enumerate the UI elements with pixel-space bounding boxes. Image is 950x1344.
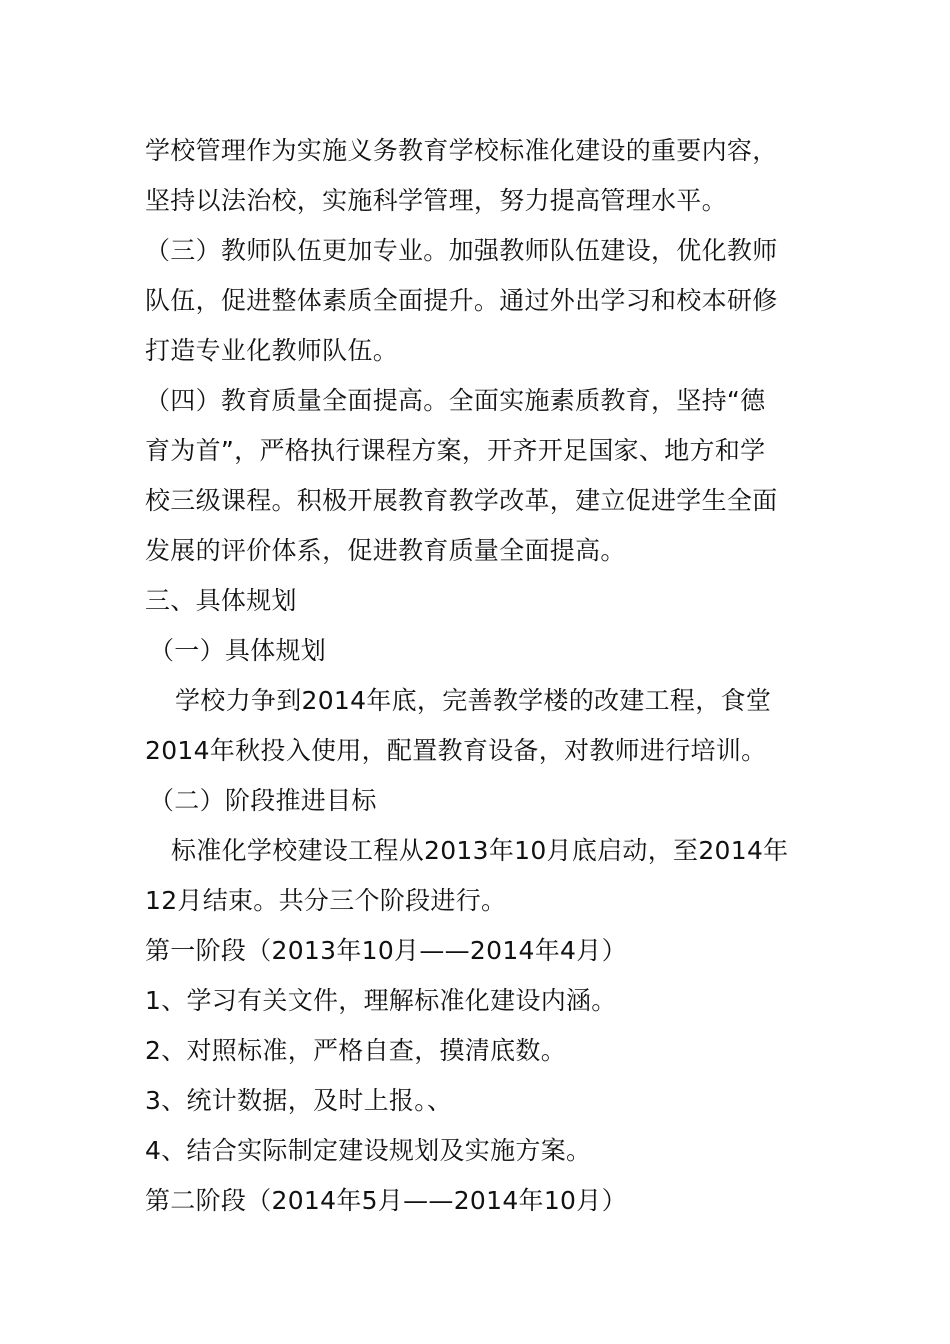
stage-heading: 第一阶段（2013年10月——2014年4月） (145, 936, 627, 965)
paragraph-line: 育为首”，严格执行课程方案，开齐开足国家、地方和学 (145, 436, 766, 465)
paragraph-line: 12月结束。共分三个阶段进行。 (145, 886, 507, 915)
paragraph-line: 队伍，促进整体素质全面提升。通过外出学习和校本研修 (145, 286, 778, 315)
subsection-heading: （一）具体规划 (149, 636, 327, 665)
paragraph-line: （四）教育质量全面提高。全面实施素质教育，坚持“德 (145, 386, 766, 415)
paragraph-line: 打造专业化教师队伍。 (145, 336, 399, 365)
paragraph-line: 发展的评价体系，促进教育质量全面提高。 (145, 536, 626, 565)
subsection-heading: （二）阶段推进目标 (149, 786, 377, 815)
section-heading: 三、具体规划 (145, 586, 297, 615)
paragraph-line: 标准化学校建设工程从2013年10月底启动，至2014年 (171, 836, 789, 865)
list-item: 4、结合实际制定建设规划及实施方案。 (145, 1136, 592, 1165)
document-body (145, 126, 810, 1226)
stage-heading: 第二阶段（2014年5月——2014年10月） (145, 1186, 627, 1215)
list-item: 3、统计数据，及时上报。、 (145, 1086, 453, 1115)
paragraph-line: 校三级课程。积极开展教育教学改革，建立促进学生全面 (145, 486, 778, 515)
paragraph-line: 2014年秋投入使用，配置教育设备，对教师进行培训。 (145, 736, 767, 765)
paragraph-line: 学校力争到2014年底，完善教学楼的改建工程，食堂 (175, 686, 772, 715)
list-item: 1、学习有关文件，理解标准化建设内涵。 (145, 986, 617, 1015)
list-item: 2、对照标准，严格自查，摸清底数。 (145, 1036, 567, 1065)
paragraph-line: 坚持以法治校，实施科学管理，努力提高管理水平。 (145, 186, 727, 215)
paragraph-line: （三）教师队伍更加专业。加强教师队伍建设，优化教师 (145, 236, 778, 265)
paragraph-line: 学校管理作为实施义务教育学校标准化建设的重要内容， (145, 136, 778, 165)
